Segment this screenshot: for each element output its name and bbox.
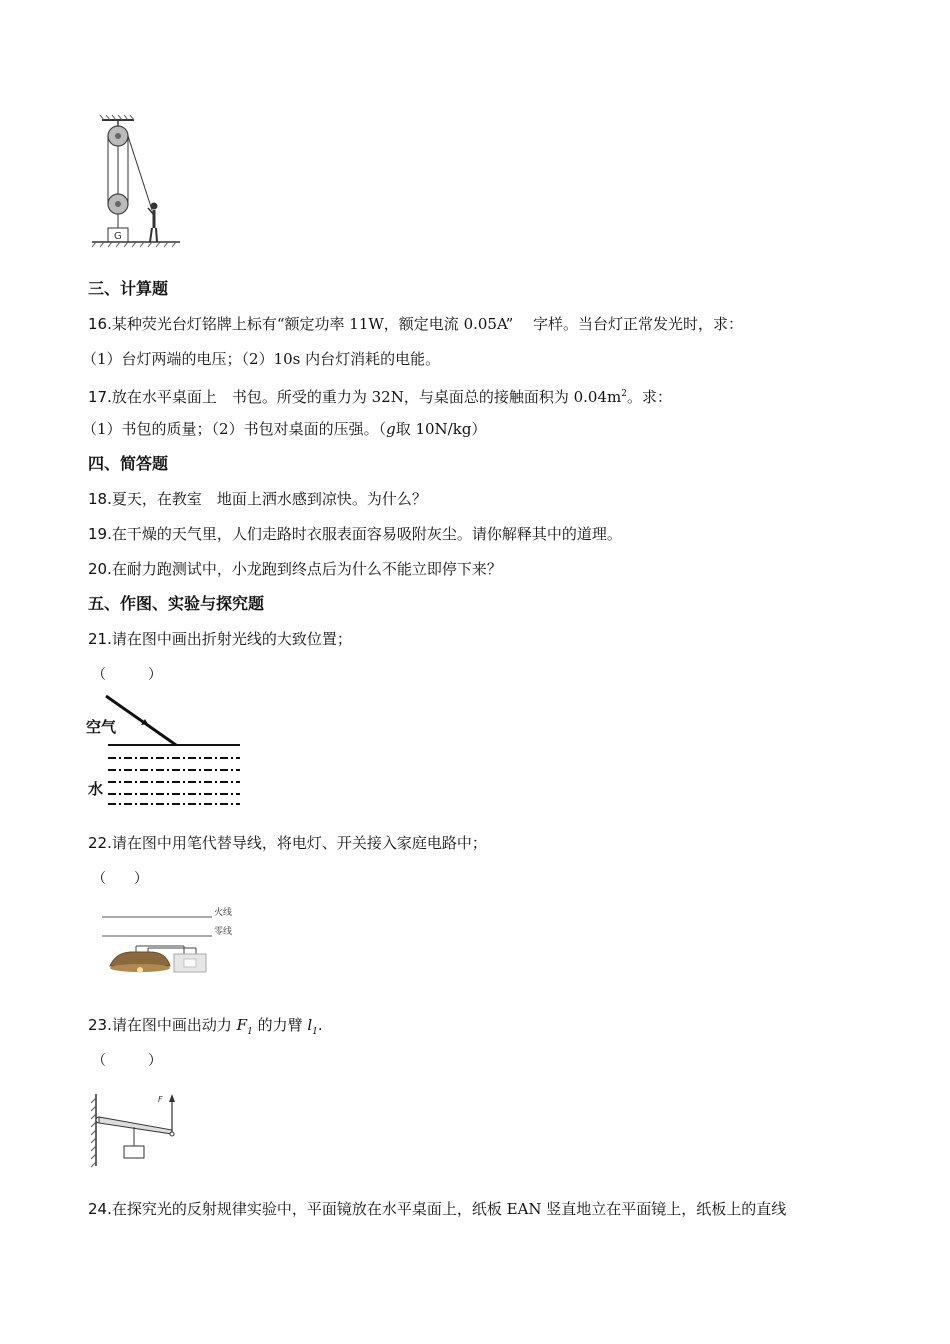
- q22-answer-blank: （ ）: [92, 871, 148, 887]
- refraction-figure: [84, 690, 244, 810]
- q17-sub-a: （1）书包的质量；（2）书包对桌面的压强。（: [82, 420, 387, 438]
- section3-title: 三、计算题: [88, 279, 169, 298]
- question-18: [88, 489, 427, 509]
- q18-number: 18.: [88, 490, 112, 508]
- q17-number: 17.: [88, 388, 112, 406]
- q23-arm-subscript: 1: [312, 1027, 318, 1037]
- section4-title: 四、简答题: [88, 454, 169, 473]
- q23-text-c: .: [317, 1016, 323, 1034]
- label-water: 水: [88, 780, 104, 798]
- q17-text-b: 。求：: [626, 388, 672, 406]
- q16-subquestions: （1）台灯两端的电压；（2）10s 内台灯消耗的电能。: [82, 350, 441, 368]
- q16-number: 16.: [88, 315, 112, 333]
- q24-number: 24.: [88, 1200, 112, 1218]
- label-air: 空气: [86, 718, 117, 736]
- q23-answer-blank: （ ）: [92, 1053, 162, 1069]
- question-21: [88, 629, 352, 649]
- question-17: [88, 384, 672, 407]
- q17-sub-g: g: [386, 420, 396, 438]
- question-24: [88, 1199, 786, 1219]
- q17-sub-b: 取 10N/kg）: [395, 420, 487, 438]
- q22-text: 请在图中用笔代替导线，将电灯、开关接入家庭电路中；: [111, 834, 487, 852]
- q17-text-a: 放在水平桌面上 书包。所受的重力为 32N，与桌面总的接触面积为 0.04m: [111, 388, 622, 406]
- q23-force-symbol: F: [236, 1016, 248, 1034]
- q17-superscript: 2: [621, 389, 627, 399]
- q24-text: 在探究光的反射规律实验中，平面镜放在水平桌面上，纸板 EAN 竖直地立在平面镜上，纸板上的直线: [111, 1200, 787, 1218]
- q23-force-subscript: 1: [247, 1027, 253, 1037]
- q21-number: 21.: [88, 630, 112, 648]
- question-22: [88, 833, 487, 853]
- question-23: [88, 1015, 323, 1042]
- circuit-figure: [98, 902, 248, 980]
- q23-arm-symbol: l: [307, 1016, 313, 1034]
- q21-text: 请在图中画出折射光线的大致位置；: [111, 630, 352, 648]
- section5-title: 五、作图、实验与探究题: [88, 594, 265, 613]
- question-16: [88, 314, 743, 334]
- q16-text: 某种荧光台灯铭牌上标有“额定功率 11W，额定电流 0.05A” 字样。当台灯正常发光时，求：: [111, 315, 744, 333]
- pulley-figure: [88, 112, 188, 252]
- q20-text: 在耐力跑测试中，小龙跑到终点后为什么不能立即停下来？: [111, 560, 502, 578]
- label-neutral-wire: 零线: [214, 927, 233, 937]
- q18-text: 夏天，在教室 地面上洒水感到凉快。为什么？: [111, 490, 427, 508]
- question-20: [88, 559, 502, 579]
- q23-text-a: 请在图中画出动力: [111, 1016, 237, 1034]
- q17-subquestions: [82, 419, 486, 439]
- force-label: F: [158, 1095, 163, 1104]
- q21-answer-blank: （ ）: [92, 667, 162, 683]
- q20-number: 20.: [88, 560, 112, 578]
- block-label: G: [114, 231, 122, 242]
- q22-number: 22.: [88, 834, 112, 852]
- q19-text: 在干燥的天气里，人们走路时衣服表面容易吸附灰尘。请你解释其中的道理。: [111, 525, 622, 543]
- question-19: [88, 524, 622, 544]
- lever-figure: [86, 1090, 196, 1170]
- q23-number: 23.: [88, 1016, 112, 1034]
- q19-number: 19.: [88, 525, 112, 543]
- q23-text-b: 的力臂: [252, 1016, 308, 1034]
- label-live-wire: 火线: [214, 908, 233, 918]
